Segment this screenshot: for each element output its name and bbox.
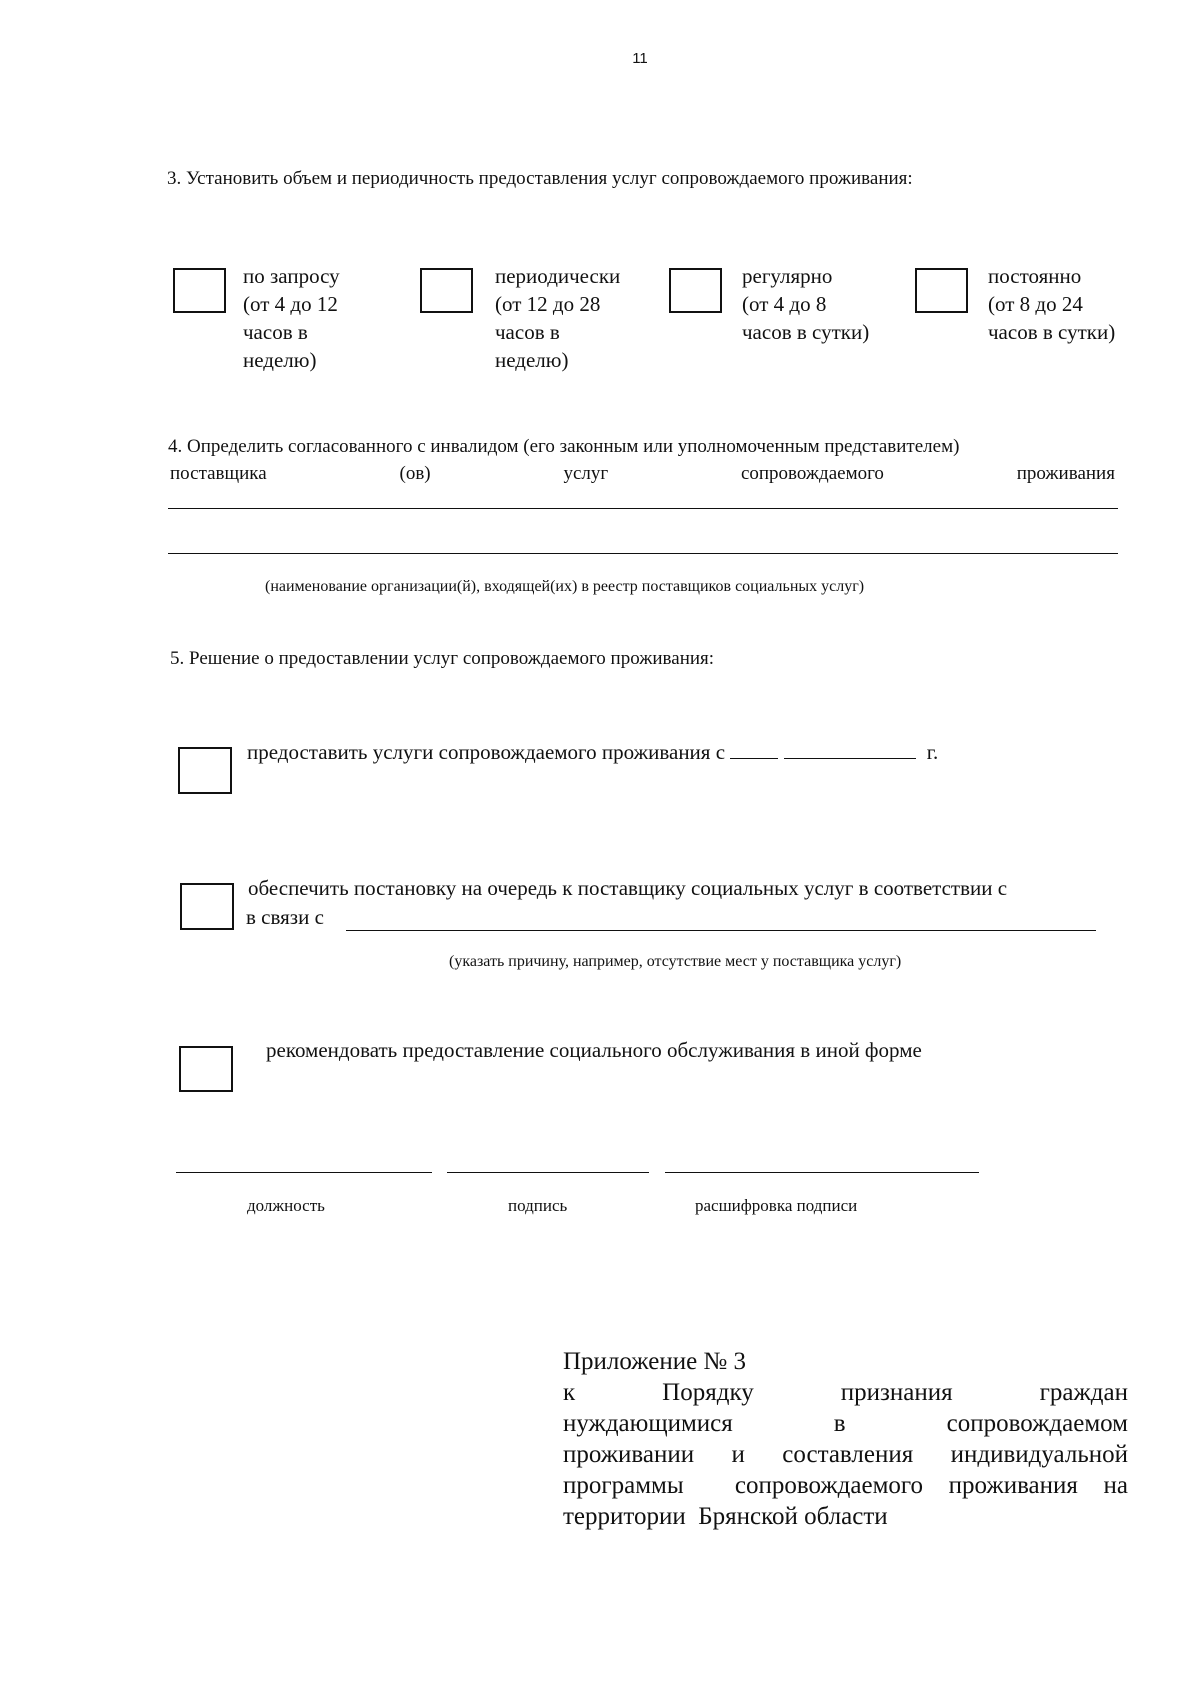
appendix-word: сопровождаемом (946, 1410, 1128, 1437)
signature-decoding-field[interactable] (665, 1172, 979, 1173)
start-day-field[interactable] (730, 740, 778, 759)
appendix-word: граждан (1039, 1379, 1128, 1406)
section3-heading: 3. Установить объем и периодичность предоставления услуг сопровождаемого проживания: (167, 168, 913, 189)
option-regular-label (742, 262, 869, 346)
option-periodic-label (495, 262, 620, 374)
option-on-request-line: неделю) (243, 348, 317, 372)
option-queue-reason-label: в связи с (246, 905, 324, 929)
option-other-form-label: рекомендовать предоставление социального обслуживания в иной форме (266, 1038, 922, 1062)
option-regular-line: (от 4 до 8 (742, 292, 827, 316)
section4-word: (ов) (399, 463, 431, 484)
appendix-title: Приложение № 3 (563, 1348, 747, 1375)
option-permanent-line: часов в сутки) (988, 320, 1116, 344)
appendix-word: нуждающимися (563, 1410, 733, 1437)
option-on-request-line: по запросу (243, 264, 340, 288)
option-periodic-line: периодически (495, 264, 621, 288)
start-month-year-field[interactable] (784, 740, 916, 759)
section4-word: проживания (1016, 463, 1115, 484)
option-periodic-line: (от 12 до 28 (495, 292, 601, 316)
signature-label: подпись (508, 1196, 568, 1215)
signature-field[interactable] (447, 1172, 649, 1173)
option-on-request-label (243, 262, 340, 374)
signature-decoding-label: расшифровка подписи (695, 1196, 858, 1215)
option-permanent-line: постоянно (988, 264, 1082, 288)
queue-reason-field[interactable] (346, 930, 1096, 931)
appendix-word: Порядку (662, 1379, 754, 1406)
appendix-line2 (563, 1408, 1128, 1439)
option-queue-caption: (указать причину, например, отсутствие мест у поставщика услуг) (449, 953, 902, 970)
position-label: должность (247, 1196, 325, 1215)
appendix-line1 (563, 1377, 1128, 1408)
option-queue-line1: обеспечить постановку на очередь к поставщику социальных услуг в соответствии с (248, 876, 1008, 900)
option-periodic-line: часов в (495, 320, 560, 344)
section4-word: поставщика (170, 463, 267, 484)
appendix-line4: программы сопровождаемого проживания на (563, 1472, 1128, 1499)
option-regular-line: регулярно (742, 264, 833, 288)
option-permanent-line: (от 8 до 24 (988, 292, 1083, 316)
provider-name-line-2[interactable] (168, 553, 1118, 554)
section4-word: сопровождаемого (740, 463, 884, 484)
section5-heading: 5. Решение о предоставлении услуг сопровождаемого проживания: (170, 648, 715, 669)
appendix-word: признания (840, 1379, 953, 1406)
section4-line1: 4. Определить согласованного с инвалидом (его законным или уполномоченным представителем) (168, 436, 960, 457)
option-on-request-line: (от 4 до 12 (243, 292, 338, 316)
option-queue-checkbox[interactable] (180, 883, 234, 930)
section4-line2 (170, 463, 1115, 485)
position-field[interactable] (176, 1172, 432, 1173)
option-periodic-line: неделю) (495, 348, 569, 372)
appendix-word: в (833, 1410, 846, 1437)
provider-name-line-1[interactable] (168, 508, 1118, 509)
section4-caption: (наименование организации(й), входящей(их) в реестр поставщиков социальных услуг) (265, 578, 865, 595)
option-queue-line2 (246, 905, 324, 930)
option-permanent-checkbox[interactable] (915, 268, 968, 313)
option-provide-checkbox[interactable] (178, 747, 232, 794)
year-suffix: г. (926, 740, 939, 764)
appendix-line3: проживании и составления индивидуальной (563, 1441, 1128, 1468)
option-on-request-line: часов в (243, 320, 308, 344)
option-provide-row (247, 740, 938, 765)
option-regular-checkbox[interactable] (669, 268, 722, 313)
option-regular-line: часов в сутки) (742, 320, 870, 344)
option-periodic-checkbox[interactable] (420, 268, 473, 313)
option-other-form-checkbox[interactable] (179, 1046, 233, 1092)
page-number: 11 (632, 50, 648, 67)
appendix-word: к (563, 1379, 576, 1406)
appendix-block (563, 1346, 1128, 1532)
option-permanent-label (988, 262, 1115, 346)
option-on-request-checkbox[interactable] (173, 268, 226, 313)
appendix-line5: территории Брянской области (563, 1503, 888, 1530)
option-provide-label: предоставить услуги сопровождаемого проживания с (247, 740, 726, 764)
section4-word: услуг (563, 463, 609, 484)
